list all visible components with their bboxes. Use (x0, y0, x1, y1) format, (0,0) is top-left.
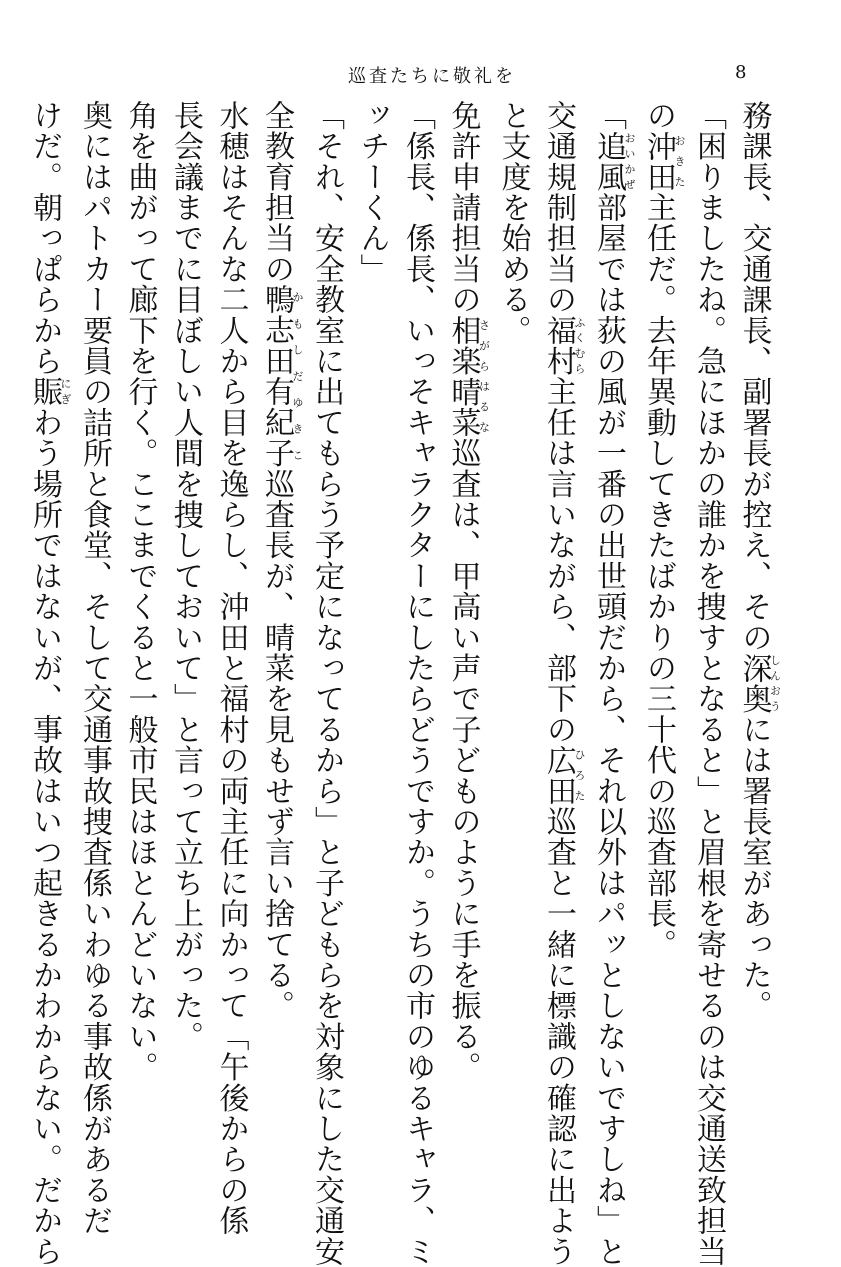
text-segment: 水穂はそんな二人から目を逸らし、沖田と福村の両主任に向かって「午後からの係 (213, 100, 249, 1236)
ruby-annotation (541, 744, 586, 807)
ruby-annotation (736, 652, 782, 715)
text-line (490, 100, 536, 1110)
furigana: おいかぜ (623, 130, 636, 193)
page-number: 8 (735, 62, 747, 83)
text-line (208, 100, 254, 1236)
text-line (254, 100, 304, 1110)
running-header (0, 62, 841, 92)
text-segment: と支度を始める。 (495, 100, 531, 346)
ruby-base: 沖田 (641, 130, 676, 193)
ruby-annotation (27, 376, 72, 408)
furigana: ふくむら (573, 314, 586, 377)
text-line (731, 100, 781, 1110)
text-line (395, 100, 441, 1267)
text-segment: 務課長、交通課長、副署長が控え、その (736, 100, 772, 653)
text-segment: 巡査と一緒に標識の確認に出よう (541, 806, 576, 1267)
text-segment: には署長室があった。 (736, 714, 772, 1022)
text-segment: けだ。朝っぱらから (27, 100, 62, 377)
text-segment: 主任は言いながら、部下の (541, 376, 576, 745)
text-line (117, 100, 163, 1110)
text-segment: 免許申請担当の (445, 100, 481, 315)
furigana: しんおう (768, 652, 782, 715)
furigana: さがらはるな (477, 314, 491, 438)
text-segment: 「 (591, 100, 626, 131)
text-segment: 長会議までに目ぼしい人間を捜しておいて」と言って立ち上がった。 (168, 100, 203, 1052)
ruby-annotation (259, 284, 304, 469)
text-segment: 「困りましたね。急にほかの誰かを捜すとなると」と眉根を寄せるのは交通送致担当 (691, 100, 726, 1267)
chapter-title: 巡査たちに敬礼を (348, 66, 516, 87)
text-segment: ッチーくん」 (354, 100, 390, 285)
ruby-base: 福村 (541, 314, 576, 377)
text-segment: 巡査は、甲高い声で子どものように手を振る。 (445, 437, 481, 1083)
ruby-annotation (541, 314, 586, 377)
furigana: おきた (673, 130, 686, 193)
text-segment: 巡査長が、晴菜を見もせず言い捨てる。 (259, 468, 294, 1022)
ruby-annotation (641, 130, 686, 193)
ruby-base: 賑 (27, 376, 62, 408)
text-segment: 全教育担当の (259, 100, 294, 285)
text-line (163, 100, 209, 1110)
ruby-base: 広田 (541, 744, 576, 807)
text-segment: わう場所ではないが、事故はいつ起きるかわからない。だから (27, 407, 62, 1267)
furigana: かもしだゆきこ (291, 284, 304, 469)
text-segment: 角を曲がって廊下を行く。ここまでくると一般市民はほとんどいない。 (122, 100, 158, 1083)
text-line (636, 100, 686, 1110)
furigana: にぎ (59, 376, 72, 408)
text-line (536, 100, 586, 1267)
text-segment: の (641, 100, 676, 131)
text-segment: 奥にはパトカー要員の詰所と食堂、そして交通事故捜査係いわゆる事故係があるだ (77, 100, 112, 1236)
text-line (72, 100, 118, 1236)
text-line (22, 100, 72, 1267)
text-line (304, 100, 350, 1267)
body-text (22, 100, 782, 1267)
ruby-annotation (591, 130, 636, 193)
text-line (686, 100, 732, 1267)
ruby-annotation (445, 314, 491, 438)
ruby-base: 鴨志田有紀子 (259, 284, 294, 469)
ruby-base: 深奥 (736, 652, 772, 715)
text-line (440, 100, 490, 1110)
ruby-base: 相楽晴菜 (445, 314, 481, 438)
ruby-base: 追風 (591, 130, 626, 193)
text-segment: 主任だ。去年異動してきたばかりの三十代の巡査部長。 (641, 192, 676, 960)
text-line (586, 100, 636, 1267)
text-segment: 交通規制担当の (541, 100, 576, 315)
text-segment: 「係長、係長、いっそキャラクターにしたらどうですか。うちの市のゆるキャラ、ミ (400, 100, 435, 1267)
text-line (349, 100, 395, 1110)
text-segment: 「それ、安全教室に出てもらう予定になってるから」と子どもらを対象にした交通安 (309, 100, 344, 1267)
text-segment: 部屋では荻の風が一番の出世頭だから、それ以外はパッとしないですしね」と (591, 192, 626, 1267)
furigana: ひろた (573, 744, 586, 807)
